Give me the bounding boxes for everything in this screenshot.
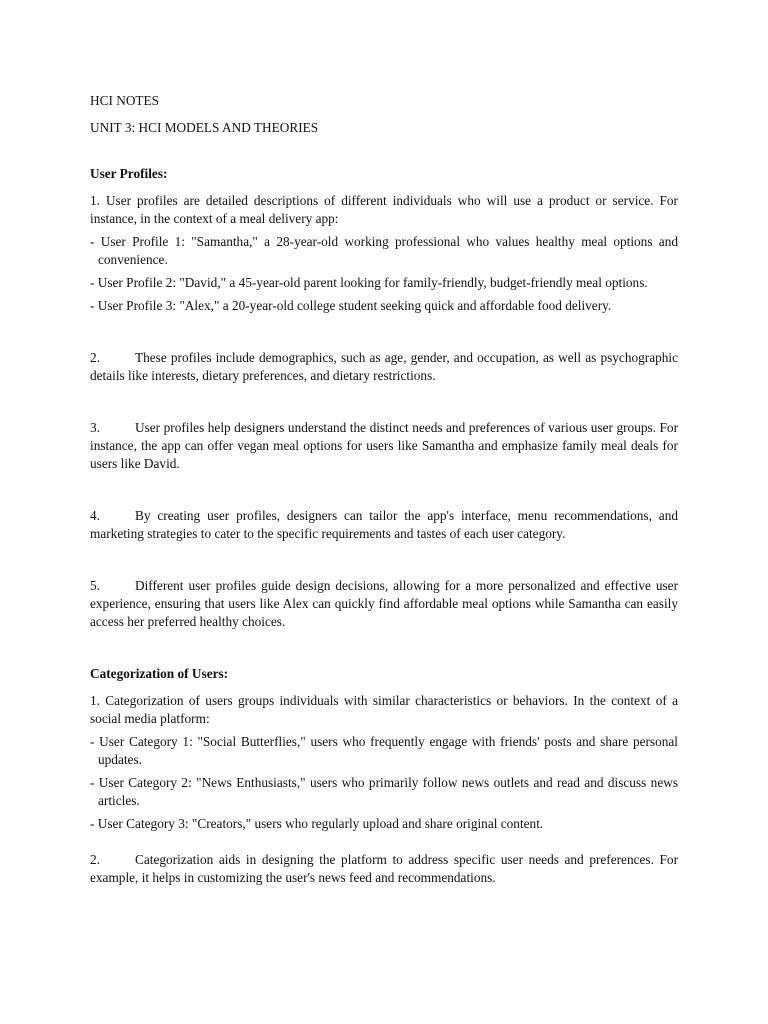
point-text: Different user profiles guide design decisions, allowing for a more personalized and effective user experience, ensuring that users like Alex can quickly find affordable meal options while Samantha can easily access her preferred healthy choices.: [90, 578, 678, 629]
section-heading-user-profiles: User Profiles:: [90, 166, 168, 181]
profile-item-1: - User Profile 1: "Samantha," a 28-year-old working professional who values healthy meal options and convenience.: [90, 234, 678, 267]
profile-item-2: - User Profile 2: "David," a 45-year-old parent looking for family-friendly, budget-friendly meal options.: [90, 275, 648, 290]
point-number: 4.: [90, 508, 100, 523]
point-text: These profiles include demographics, such as age, gender, and occupation, as well as psychographic details like interests, dietary preferences, and dietary restrictions.: [90, 350, 678, 383]
category-item-3: - User Category 3: "Creators," users who regularly upload and share original content.: [90, 816, 544, 831]
categorization-point-2: [90, 851, 678, 887]
point-text: By creating user profiles, designers can tailor the app's interface, menu recommendations, and marketing strategies to cater to the specific requirements and tastes of each user category.: [90, 508, 678, 541]
category-item-2: - User Category 2: "News Enthusiasts," users who primarily follow news outlets and read and discuss news articles.: [90, 775, 678, 808]
point-text: User profiles help designers understand the distinct needs and preferences of various user groups. For instance, the app can offer vegan meal options for users like Samantha and emphasize family meal deals for users like David.: [90, 420, 678, 471]
profiles-point-2: [90, 349, 678, 385]
profile-item-3: - User Profile 3: "Alex," a 20-year-old college student seeking quick and affordable food delivery.: [90, 298, 612, 313]
unit-title: UNIT 3: HCI MODELS AND THEORIES: [90, 120, 319, 135]
category-item-1: - User Category 1: "Social Butterflies," users who frequently engage with friends' posts and share personal updates.: [90, 734, 678, 767]
profiles-paragraph-1: 1. User profiles are detailed descriptions of different individuals who will use a product or service. For instance, in the context of a meal delivery app:: [90, 193, 678, 226]
section-heading-categorization: Categorization of Users:: [90, 666, 229, 681]
document-page: [90, 92, 678, 887]
point-number: 5.: [90, 578, 100, 593]
point-text: Categorization aids in designing the platform to address specific user needs and preferences. For example, it helps in customizing the user's news feed and recommendations.: [90, 852, 678, 885]
point-number: 3.: [90, 420, 100, 435]
point-number: 2.: [90, 350, 100, 365]
profiles-point-5: [90, 577, 678, 631]
doc-header-title: HCI NOTES: [90, 93, 160, 108]
profiles-point-3: [90, 419, 678, 473]
point-number: 2.: [90, 852, 100, 867]
categorization-paragraph-1: 1. Categorization of users groups individuals with similar characteristics or behaviors. In the context of a social media platform:: [90, 693, 678, 726]
profiles-point-4: [90, 507, 678, 543]
